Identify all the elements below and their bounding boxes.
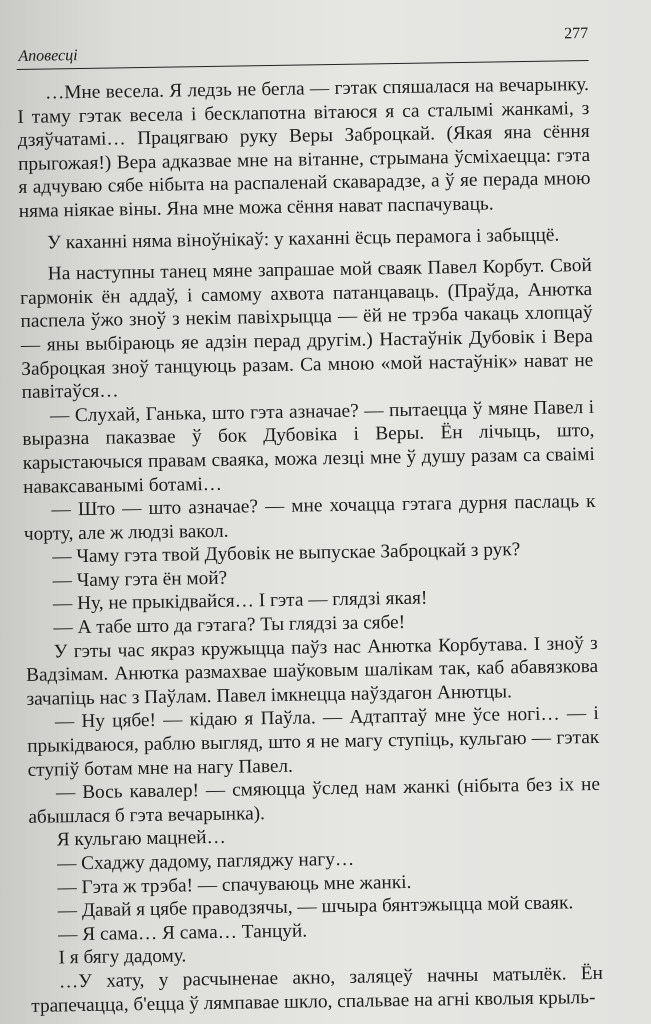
paragraph: — Чаму гэта твой Дубовік не выпускае Заброцкай з рук? (52, 539, 521, 568)
paragraph: — А табе што да гэтага? Ты глядзі за сябе! (53, 612, 406, 639)
header-rule (17, 60, 589, 70)
paragraph: — Чаму гэта ён мой? (52, 567, 228, 592)
paragraph: — Што — што азначае? — мне хочацца гэтага дурня паслаць к чорту, але ж людзі вакол. (23, 491, 596, 545)
book-page (16, 21, 603, 1020)
paragraph: — Слухай, Ганька, што гэта азначае? — пытаецца ў мяне Павел і выразна паказвае ў бок Дубовіка і Веры. Ён лічыць, што, карыстаючыся правам сваяка, можа лезці мне ў душу разам са сваімі наваксаванымі ботамі… (22, 396, 595, 498)
paragraph: …У хату, у расчыненае акно, заляцеў начны матылёк. Ён трапечацца, б'ецца ў лямпавае шкло, спальвае на агні кволыя крыль- (31, 962, 604, 1017)
paragraph: Я кульгаю мацней… (56, 827, 226, 851)
body-text (17, 73, 604, 1018)
paragraph: І я бягу дадому. (58, 945, 187, 969)
paragraph: У каханні няма віноўнікаў: у каханні ёсць перамога і забыццё. (47, 224, 560, 254)
paragraph: — Ну цябе! — кідаю я Паўла. — Адтаптаў мне ўсе ногі… — і прыкідваюся, раблю выгляд, што я не магу ступіць, кульгаю — гэтак ступіў ботам мне на нагу Павел. (27, 703, 600, 781)
paragraph: — Гэта ж трэба! — спачуваюць мне жанкі. (57, 871, 412, 899)
paragraph: — Давай я цябе праводзячы, — шчыра бянтэжыцца мой сваяк. (57, 892, 574, 922)
paragraph: — Вось кавалер! — смяюцца ўслед нам жанкі (нібыта без іх не абышлася б гэта вечарынка). (28, 774, 601, 828)
page-header (16, 21, 588, 66)
page-number: 277 (563, 25, 589, 43)
paragraph: — Я сама… Я сама… Танцуй. (58, 920, 308, 946)
paragraph: — Ну, не прыкідвайся… І гэта — глядзі якая! (52, 588, 428, 615)
paragraph: — Схаджу дадому, пагляджу нагу… (56, 848, 355, 875)
paragraph: У гэты час якраз кружыцца паўз нас Анютка Корбутава. І зноў з Вадзімам. Анютка размахвае шаўковым шалікам так, каб абавязкова зачапіць нас з Паўлам. Павел імкнецца наўздагон Анютцы. (25, 632, 599, 710)
paragraph: На наступны танец мяне запрашае мой сваяк Павел Корбут. Свой гармонік ён аддаў, і самому ахвота патанцаваць. (Праўда, Анютка паспела ўжо зноў з некім павіхрыцца — ёй не трэба чакаць хлопцаў — яны выбіраюць яе адзін перад другім.) Настаўнік Дубовік і Вера Заброцкая зноў танцуюць разам. Са мною «мой настаўнік» нават не павітаўся… (20, 255, 594, 404)
running-head: Аповесці (18, 47, 78, 65)
paragraph: …Мне весела. Я ледзь не бегла — гэтак спяшалася на вечарынку. І таму гэтак весела і бесклапотна вітаюся я са сталымі жанкамі, з дзяўчатамі… Працягваю руку Веры Заброцкай. (Якая яна сёння прыгожая!) Вера адказвае мне на вітанне, стрымана ўсміхаецца: гэта я адчуваю сябе нібыта на распаленай скаварадзе, а ў яе перада мною няма ніякае віны. Яна мне можа сёння нават паспачуваць. (17, 74, 591, 222)
